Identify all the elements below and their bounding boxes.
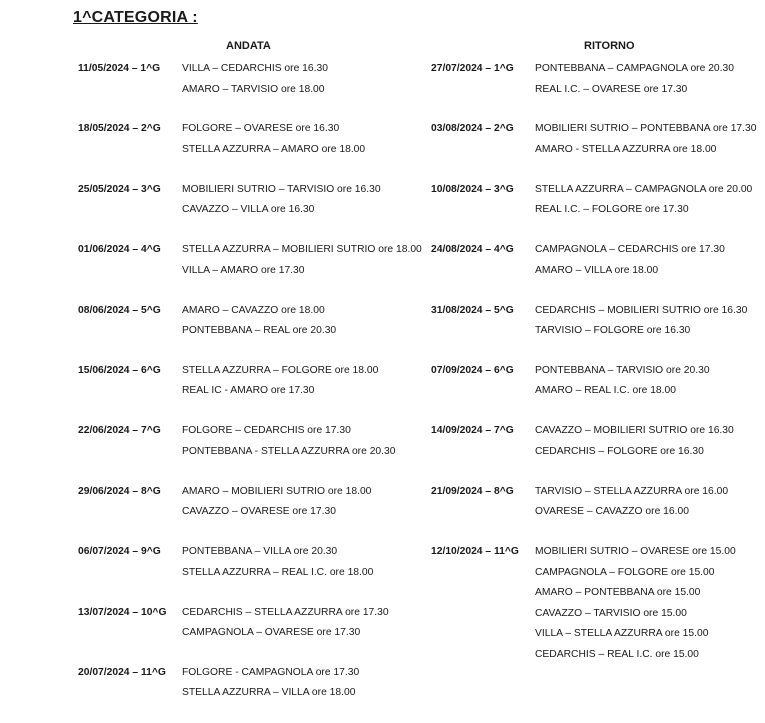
round-date: 18/05/2024 – 2^G (78, 123, 161, 135)
round-row (78, 119, 423, 179)
match-entry: PONTEBBANA – REAL ore 20.30 (182, 325, 337, 337)
round-row (78, 663, 423, 723)
round-matches (182, 119, 365, 179)
match-entry: STELLA AZZURRA – MOBILIERI SUTRIO ore 18.00 (182, 244, 422, 256)
match-entry: VILLA – STELLA AZZURRA ore 15.00 (535, 628, 709, 640)
round-matches (535, 542, 736, 660)
round-date: 14/09/2024 – 7^G (431, 425, 514, 437)
round-date: 22/06/2024 – 7^G (78, 425, 161, 437)
match-entry: FOLGORE - CAMPAGNOLA ore 17.30 (182, 666, 360, 678)
match-entry: MOBILIERI SUTRIO – PONTEBBANA ore 17.30 (535, 123, 757, 135)
round-matches (182, 663, 359, 723)
round-row (431, 361, 761, 421)
ritorno-column (431, 59, 761, 660)
match-entry: CEDARCHIS – STELLA AZZURRA ore 17.30 (182, 606, 389, 618)
round-matches (535, 482, 728, 542)
match-entry: AMARO – VILLA ore 18.00 (535, 264, 659, 276)
match-entry: CEDARCHIS – MOBILIERI SUTRIO ore 16.30 (535, 304, 748, 316)
round-matches (535, 361, 710, 421)
round-row (78, 301, 423, 361)
round-row (431, 301, 761, 361)
round-matches (535, 301, 747, 361)
page-title: 1^CATEGORIA : (73, 9, 198, 26)
match-entry: CAMPAGNOLA – FOLGORE ore 15.00 (535, 566, 715, 578)
round-matches (535, 240, 725, 300)
match-entry: STELLA AZZURRA – VILLA ore 18.00 (182, 687, 356, 699)
match-entry: PONTEBBANA – VILLA ore 20.30 (182, 546, 338, 558)
round-matches (535, 59, 734, 119)
round-date: 10/08/2024 – 3^G (431, 183, 514, 195)
match-entry: VILLA – AMARO ore 17.30 (182, 264, 305, 276)
match-entry: CEDARCHIS – FOLGORE ore 16.30 (535, 445, 704, 457)
round-date: 08/06/2024 – 5^G (78, 304, 161, 316)
round-date: 11/05/2024 – 1^G (78, 63, 161, 74)
round-matches (182, 59, 328, 119)
round-row (78, 240, 423, 300)
match-entry: CAVAZZO – VILLA ore 16.30 (182, 204, 315, 216)
round-date: 13/07/2024 – 10^G (78, 606, 167, 618)
match-entry: FOLGORE – OVARESE ore 16.30 (182, 123, 340, 135)
round-row (431, 119, 761, 179)
match-entry: REAL I.C. – OVARESE ore 17.30 (535, 83, 688, 95)
andata-header: ANDATA (226, 40, 271, 52)
match-entry: AMARO – MOBILIERI SUTRIO ore 18.00 (182, 485, 372, 497)
round-date: 01/06/2024 – 4^G (78, 244, 161, 256)
match-entry: REAL I.C. – FOLGORE ore 17.30 (535, 204, 689, 216)
ritorno-header: RITORNO (584, 40, 635, 52)
round-matches (535, 421, 734, 481)
round-date: 24/08/2024 – 4^G (431, 244, 514, 256)
round-matches (182, 603, 389, 663)
match-entry: AMARO – TARVISIO ore 18.00 (182, 83, 325, 95)
round-row (78, 180, 423, 240)
match-entry: TARVISIO – STELLA AZZURRA ore 16.00 (535, 485, 729, 497)
round-matches (182, 542, 373, 602)
round-row (78, 421, 423, 481)
round-date: 07/09/2024 – 6^G (431, 364, 514, 376)
round-row (431, 482, 761, 542)
round-date: 03/08/2024 – 2^G (431, 123, 514, 135)
match-entry: CAMPAGNOLA – CEDARCHIS ore 17.30 (535, 244, 725, 256)
match-entry: CAVAZZO – MOBILIERI SUTRIO ore 16.30 (535, 425, 734, 437)
match-entry: AMARO – REAL I.C. ore 18.00 (535, 385, 676, 397)
round-date: 12/10/2024 – 11^G (431, 546, 519, 558)
match-entry: CAMPAGNOLA – OVARESE ore 17.30 (182, 627, 361, 639)
round-date: 27/07/2024 – 1^G (431, 63, 514, 74)
round-row (78, 603, 423, 663)
match-entry: AMARO – PONTEBBANA ore 15.00 (535, 587, 701, 599)
round-date: 15/06/2024 – 6^G (78, 364, 161, 376)
match-entry: TARVISIO – FOLGORE ore 16.30 (535, 325, 691, 337)
match-entry: REAL IC - AMARO ore 17.30 (182, 385, 315, 397)
round-row (78, 361, 423, 421)
match-entry: AMARO – CAVAZZO ore 18.00 (182, 304, 325, 316)
round-date: 31/08/2024 – 5^G (431, 304, 514, 316)
round-row (431, 542, 761, 660)
match-entry: MOBILIERI SUTRIO – TARVISIO ore 16.30 (182, 183, 381, 195)
round-date: 25/05/2024 – 3^G (78, 183, 161, 195)
round-date: 29/06/2024 – 8^G (78, 485, 161, 497)
round-matches (182, 240, 422, 300)
match-entry: STELLA AZZURRA – AMARO ore 18.00 (182, 143, 366, 155)
round-date: 20/07/2024 – 11^G (78, 666, 166, 678)
round-matches (182, 361, 378, 421)
round-matches (182, 421, 395, 481)
match-entry: STELLA AZZURRA – CAMPAGNOLA ore 20.00 (535, 183, 753, 195)
round-row (78, 482, 423, 542)
round-row (78, 542, 423, 602)
match-entry: AMARO - STELLA AZZURRA ore 18.00 (535, 143, 717, 155)
round-date: 06/07/2024 – 9^G (78, 546, 161, 558)
round-row (431, 421, 761, 481)
andata-column (78, 59, 423, 723)
match-entry: MOBILIERI SUTRIO – OVARESE ore 15.00 (535, 546, 736, 558)
match-entry: PONTEBBANA – TARVISIO ore 20.30 (535, 364, 710, 376)
match-entry: PONTEBBANA - STELLA AZZURRA ore 20.30 (182, 445, 396, 457)
match-entry: CAVAZZO – TARVISIO ore 15.00 (535, 607, 687, 619)
round-matches (535, 119, 756, 179)
round-row (78, 59, 423, 119)
match-entry: STELLA AZZURRA – FOLGORE ore 18.00 (182, 364, 379, 376)
round-row (431, 180, 761, 240)
match-entry: STELLA AZZURRA – REAL I.C. ore 18.00 (182, 566, 374, 578)
round-matches (182, 482, 371, 542)
match-entry: CAVAZZO – OVARESE ore 17.30 (182, 506, 336, 518)
match-entry: FOLGORE – CEDARCHIS ore 17.30 (182, 425, 351, 437)
match-entry: PONTEBBANA – CAMPAGNOLA ore 20.30 (535, 63, 734, 74)
round-date: 21/09/2024 – 8^G (431, 485, 514, 497)
match-entry: CEDARCHIS – REAL I.C. ore 15.00 (535, 648, 699, 660)
match-entry: VILLA – CEDARCHIS ore 16.30 (182, 63, 328, 74)
round-matches (182, 301, 336, 361)
round-matches (182, 180, 381, 240)
round-row (431, 59, 761, 119)
round-matches (535, 180, 752, 240)
match-entry: OVARESE – CAVAZZO ore 16.00 (535, 506, 689, 518)
round-row (431, 240, 761, 300)
